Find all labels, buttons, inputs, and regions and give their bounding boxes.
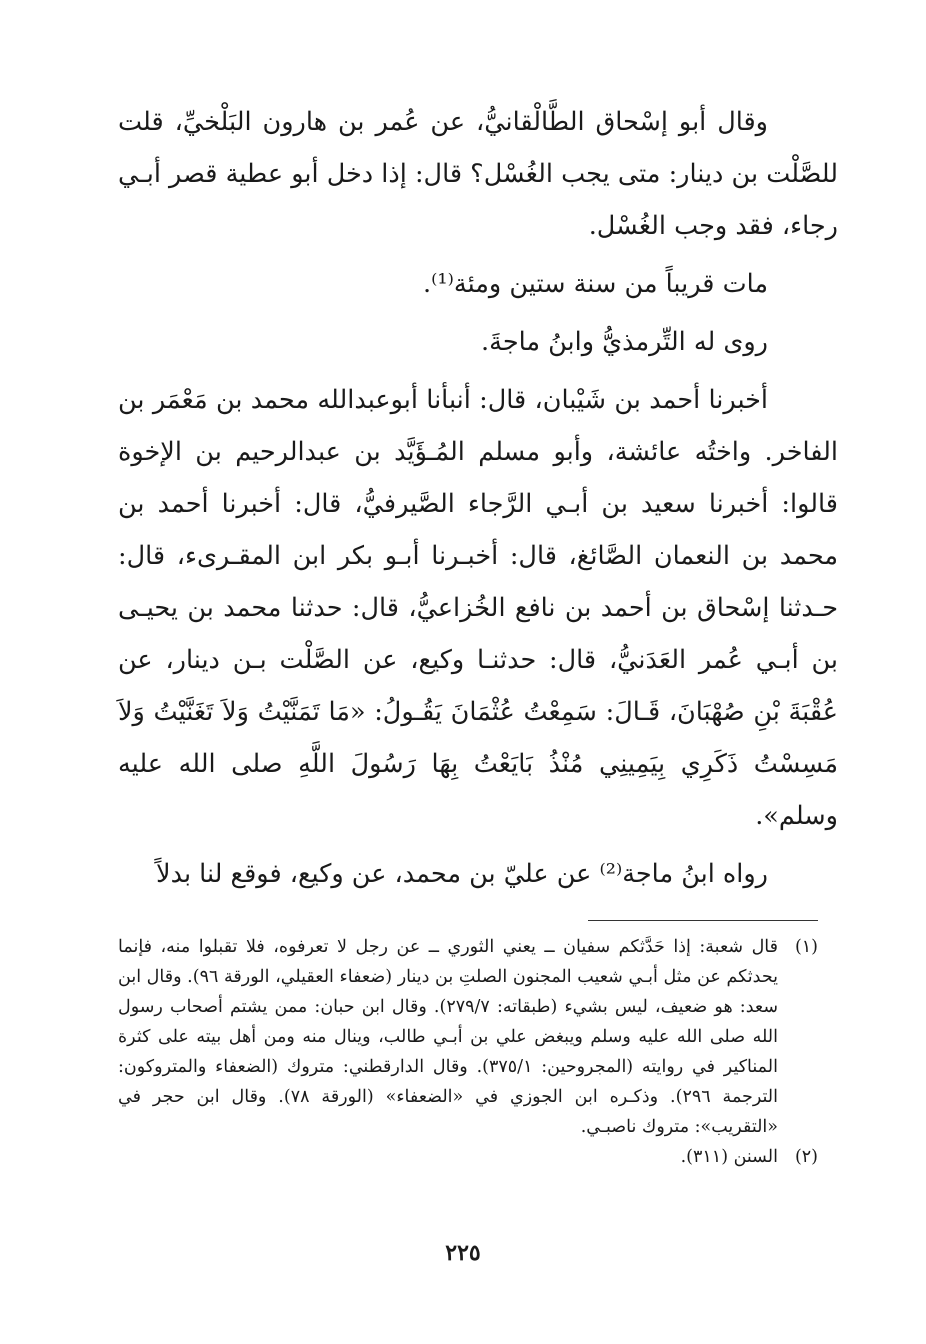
footnote-2 — [118, 1142, 818, 1172]
paragraph-hadith-chain: أخبرنا أحمد بن شَيْبان، قال: أنبأنا أبوعبدالله محمد بن مَعْمَر بن الفاخر. واختُه عائشة، وأبو مسلم المُـؤَيَّد بن عبدالرحيم بن الإخوة قالوا: أخبرنا سعيد بن أبـي الرَّجاء الصَّيرفيُّ، قال: أخبرنا أحمد بن محمد بن النعمان الصَّائغ، قال: أخبـرنا أبـو بكر ابن المقـرىء، قال: حـدثنا إسْحاق بن أحمد بن نافع الخُزاعيُّ، قال: حدثنا محمد بن يحيـى بن أبـي عُمر العَدَنيُّ، قال: حدثنـا وكيع، عن الصَّلْت بـن دينار، عن عُقْبَةَ بْنِ صُهْبَانَ، قَـالَ: سَمِعْتُ عُثْمَانَ يَقُـولُ: «مَا تَمَنَّيْتُ وَلاَ تَغَنَّيْتُ وَلاَ مَسِسْتُ ذَكَرِي بِيَمِينِي مُنْذُ بَايَعْتُ بِهَا رَسُولَ اللَّهِ صلى الله عليه وسلم». — [118, 385, 838, 831]
page-number: ٢٢٥ — [445, 1240, 481, 1266]
footnote-text: قال شعبة: إذا حَدَّثكم سفيان ــ يعني الثوري ــ عن رجل لا تعرفوه، فلا تقبلوا منه، فإنما يحدثكم عن مثل أبـي شعيب المجنون الصلتِ بن دينار (ضعفاء العقيلي، الورقة ٩٦). وقال ابن سعد: هو ضعيف، ليس بشيء (طبقاته: ٢٧٩/٧). وقال ابن حبان: ممن يشتم أصحاب رسول الله صلى الله عليه وسلم ويبغض علي بن أبـي طالب، وينال منه ومن أهل بيته على كثرة المناكير في روايته (المجروحين: ٣٧٥/١). وقال الدارقطني: متروك (الضعفاء والمتروكون: الترجمة ٢٩٦). وذكـره ابن الجوزي في «الضعفاء» (الورقة ٧٨). وقال ابن حجر في «التقريب»: متروك ناصبـي. — [118, 937, 779, 1137]
footnote-text: السنن (٣١١). — [680, 1147, 778, 1167]
paragraph-ibn-majah: رواه ابنُ ماجة⁽²⁾ عن عليّ بن محمد، عن وكيع، فوقع لنا بدلاً — [156, 859, 768, 889]
footnote-1 — [118, 932, 818, 1142]
footnotes — [118, 932, 818, 1172]
footnote-divider — [588, 920, 818, 921]
footnote-number: (٢) — [794, 1147, 818, 1167]
footnote-number: (١) — [794, 937, 818, 957]
main-text — [118, 96, 838, 906]
paragraph-narrators: روى له التِّرمذيُّ وابنُ ماجةَ. — [481, 327, 768, 357]
paragraph-death-date: مات قريباً من سنة ستين ومئة⁽¹⁾. — [423, 269, 768, 299]
paragraph-salt-ghusl: وقال أبو إسْحاق الطَّالْقانيُّ، عن عُمر بن هارون البَلْخيِّ، قلت للصَّلْت بن دينار: متى يجب الغُسْل؟ قال: إذا دخل أبو عطية قصر أبـي رجاء، فقد وجب الغُسْل. — [118, 107, 838, 241]
